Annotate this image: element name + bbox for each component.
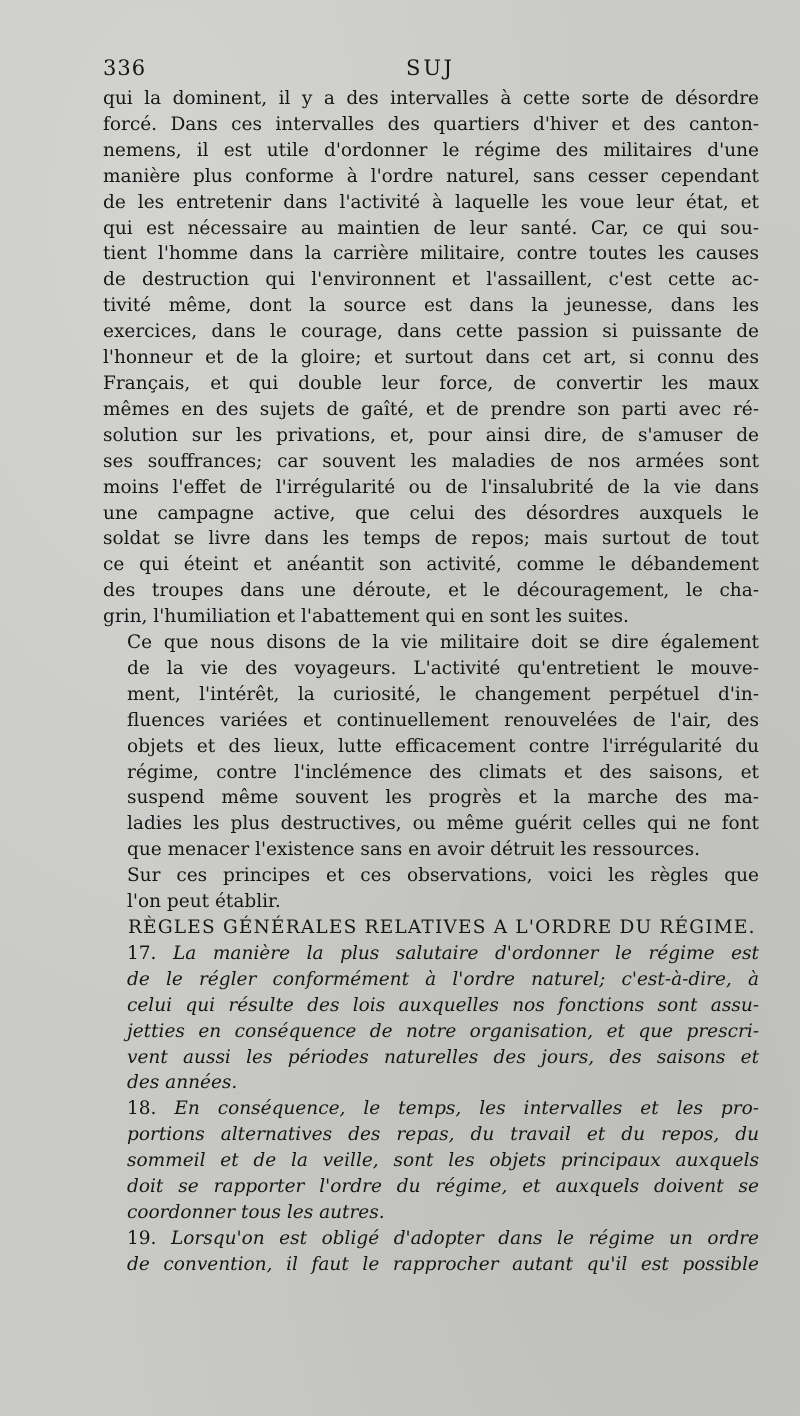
text-line: de la vie des voyageurs. L'activité qu'entretient le mouve- <box>127 657 759 679</box>
rule-number: 18. <box>127 1098 157 1120</box>
text-line: tient l'homme dans la carrière militaire, contre toutes les causes <box>103 243 759 265</box>
text-line: coordonner tous les autres. <box>127 1201 385 1223</box>
running-head <box>103 50 759 86</box>
text-line: de les entretenir dans l'activité à laquelle les voue leur état, et <box>103 191 759 213</box>
text-line: suspend même souvent les progrès et la marche des ma- <box>127 787 759 809</box>
section-heading: RÈGLES GÉNÉRALES RELATIVES A L'ORDRE DU RÉGIME. <box>128 917 756 938</box>
text-line: régime, contre l'inclémence des climats et des saisons, et <box>127 761 759 783</box>
text-line: nemens, il est utile d'ordonner le régime des militaires d'une <box>103 139 759 161</box>
text-line: manière plus conforme à l'ordre naturel, sans cesser cependant <box>103 165 759 187</box>
rule-text: Lorsqu'on est obligé d'adopter dans le régime un ordre <box>170 1227 759 1249</box>
text-line: exercices, dans le courage, dans cette passion si puissante de <box>103 321 759 343</box>
rule-paragraph <box>103 1096 759 1226</box>
text-line: l'on peut établir. <box>127 891 281 913</box>
text-line: vent aussi les périodes naturelles des jours, des saisons et <box>127 1046 759 1068</box>
paragraph <box>103 863 759 915</box>
text-line: ce qui éteint et anéantit son activité, comme le débandement <box>103 554 759 576</box>
paragraph <box>103 630 759 863</box>
text-line: doit se rapporter l'ordre du régime, et auxquels doivent se <box>127 1176 759 1198</box>
text-line: moins l'effet de l'irrégularité ou de l'insalubrité de la vie dans <box>103 476 759 498</box>
rule-paragraph <box>103 941 759 1096</box>
paragraph <box>103 86 759 630</box>
rule-number: 19. <box>127 1227 157 1249</box>
text-line: de destruction qui l'environnent et l'assaillent, c'est cette ac- <box>103 269 759 291</box>
text-line: ses souffrances; car souvent les maladies de nos armées sont <box>103 450 759 472</box>
text-line: forcé. Dans ces intervalles des quartiers d'hiver et des canton- <box>103 113 759 135</box>
body-text <box>103 86 759 1278</box>
text-line: de le régler conformément à l'ordre naturel; c'est-à-dire, à <box>127 968 759 990</box>
text-line: que menacer l'existence sans en avoir détruit les ressources. <box>127 839 700 861</box>
text-line: mêmes en des sujets de gaîté, et de prendre son parti avec ré- <box>103 398 759 420</box>
text-line: tivité même, dont la source est dans la jeunesse, dans les <box>103 295 759 317</box>
rule-text: En conséquence, le temps, les intervalles et les pro- <box>174 1098 759 1120</box>
text-line: l'honneur et de la gloire; et surtout dans cet art, si connu des <box>103 347 759 369</box>
text-line: solution sur les privations, et, pour ainsi dire, de s'amuser de <box>103 424 759 446</box>
text-line: jetties en conséquence de notre organisation, et que prescri- <box>127 1020 759 1042</box>
text-line: des troupes dans une déroute, et le découragement, le cha- <box>103 580 759 602</box>
text-line: ladies les plus destructives, ou même guérit celles qui ne font <box>127 813 759 835</box>
text-line: de convention, il faut le rapprocher autant qu'il est possible <box>127 1253 759 1275</box>
text-line <box>103 1096 759 1122</box>
text-line: Français, et qui double leur force, de convertir les maux <box>103 372 759 394</box>
text-line: Sur ces principes et ces observations, voici les règles que <box>127 865 759 887</box>
text-line: sommeil et de la veille, sont les objets principaux auxquels <box>127 1150 759 1172</box>
book-page <box>103 50 759 1278</box>
text-line: ment, l'intérêt, la curiosité, le changement perpétuel d'in- <box>127 683 759 705</box>
text-line: qui est nécessaire au maintien de leur santé. Car, ce qui sou- <box>103 217 759 239</box>
text-line: celui qui résulte des lois auxquelles nos fonctions sont assu- <box>127 994 759 1016</box>
text-line: une campagne active, que celui des désordres auxquels le <box>103 502 759 524</box>
running-title: SUJ <box>406 56 455 80</box>
text-line: fluences variées et continuellement renouvelées de l'air, des <box>127 709 759 731</box>
text-line: qui la dominent, il y a des intervalles à cette sorte de désordre <box>103 88 759 109</box>
page-number: 336 <box>103 56 147 80</box>
text-line <box>103 1226 759 1252</box>
text-line <box>103 941 759 967</box>
text-line: soldat se livre dans les temps de repos; mais surtout de tout <box>103 528 759 550</box>
rule-number: 17. <box>127 942 157 964</box>
text-line: Ce que nous disons de la vie militaire doit se dire également <box>127 632 759 654</box>
text-line: portions alternatives des repas, du travail et du repos, du <box>127 1124 759 1146</box>
text-line: grin, l'humiliation et l'abattement qui en sont les suites. <box>103 606 629 628</box>
rule-paragraph <box>103 1226 759 1278</box>
text-line: objets et des lieux, lutte efficacement contre l'irrégularité du <box>127 735 759 757</box>
rule-text: La manière la plus salutaire d'ordonner le régime est <box>173 942 759 964</box>
text-line: des années. <box>127 1072 238 1094</box>
